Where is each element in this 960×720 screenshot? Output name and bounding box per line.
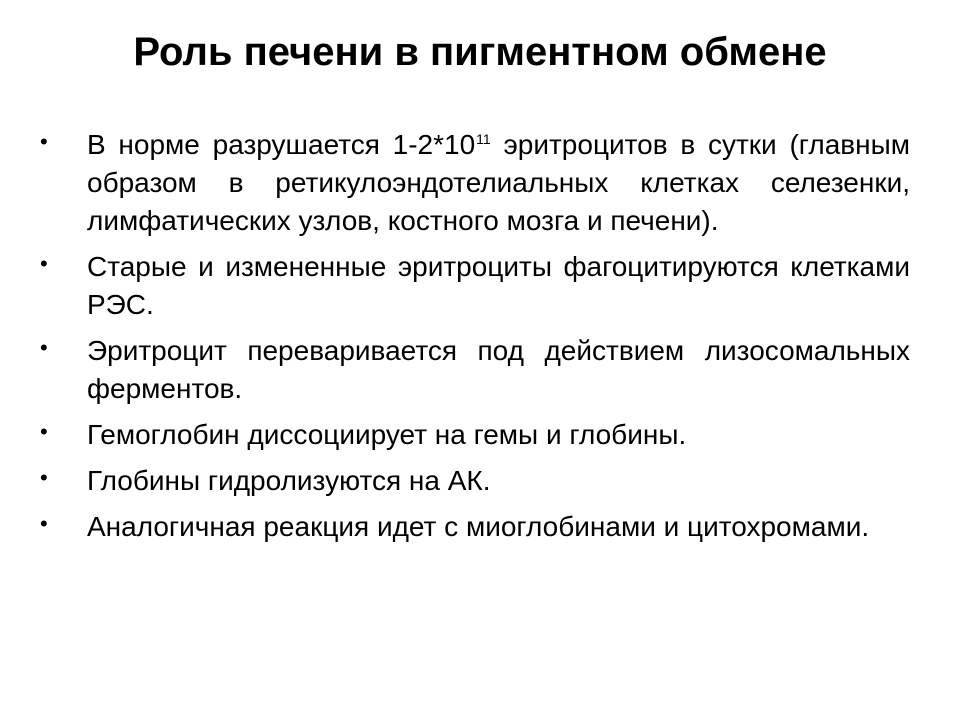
slide-title: Роль печени в пигментном обмене	[133, 30, 827, 74]
bullet-icon: •	[40, 129, 48, 154]
bullet-text-part: эритроцитов в сутки (главным образом в ретикулоэндотелиальных клетках селезенки, лимфатических узлов, костного мозга и печени).	[87, 129, 910, 236]
bullet-icon: •	[40, 419, 48, 444]
bullet-icon: •	[40, 511, 48, 536]
list-item	[40, 416, 910, 454]
bullet-icon: •	[40, 251, 48, 276]
bullet-text: Гемоглобин диссоциирует на гемы и глобины.	[87, 419, 687, 450]
list-item	[40, 332, 910, 408]
bullet-text: Глобины гидролизуются на АК.	[87, 465, 491, 496]
bullet-icon: •	[40, 335, 48, 360]
bullet-text: Эритроцит переваривается под действием лизосомальных ферментов.	[87, 335, 910, 404]
list-item	[40, 248, 910, 324]
list-item	[40, 462, 910, 500]
list-item	[40, 508, 910, 546]
bullet-text: Старые и измененные эритроциты фагоцитируются клетками РЭС.	[87, 251, 910, 320]
bullet-text	[87, 129, 910, 236]
list-item	[40, 126, 910, 240]
bullet-text: Аналогичная реакция идет с миоглобинами и цитохромами.	[87, 511, 870, 542]
exponent: 11	[476, 131, 491, 147]
bullet-text-part: В норме разрушается 1-2*10	[87, 129, 476, 160]
bullet-list	[40, 126, 910, 554]
bullet-icon: •	[40, 465, 48, 490]
